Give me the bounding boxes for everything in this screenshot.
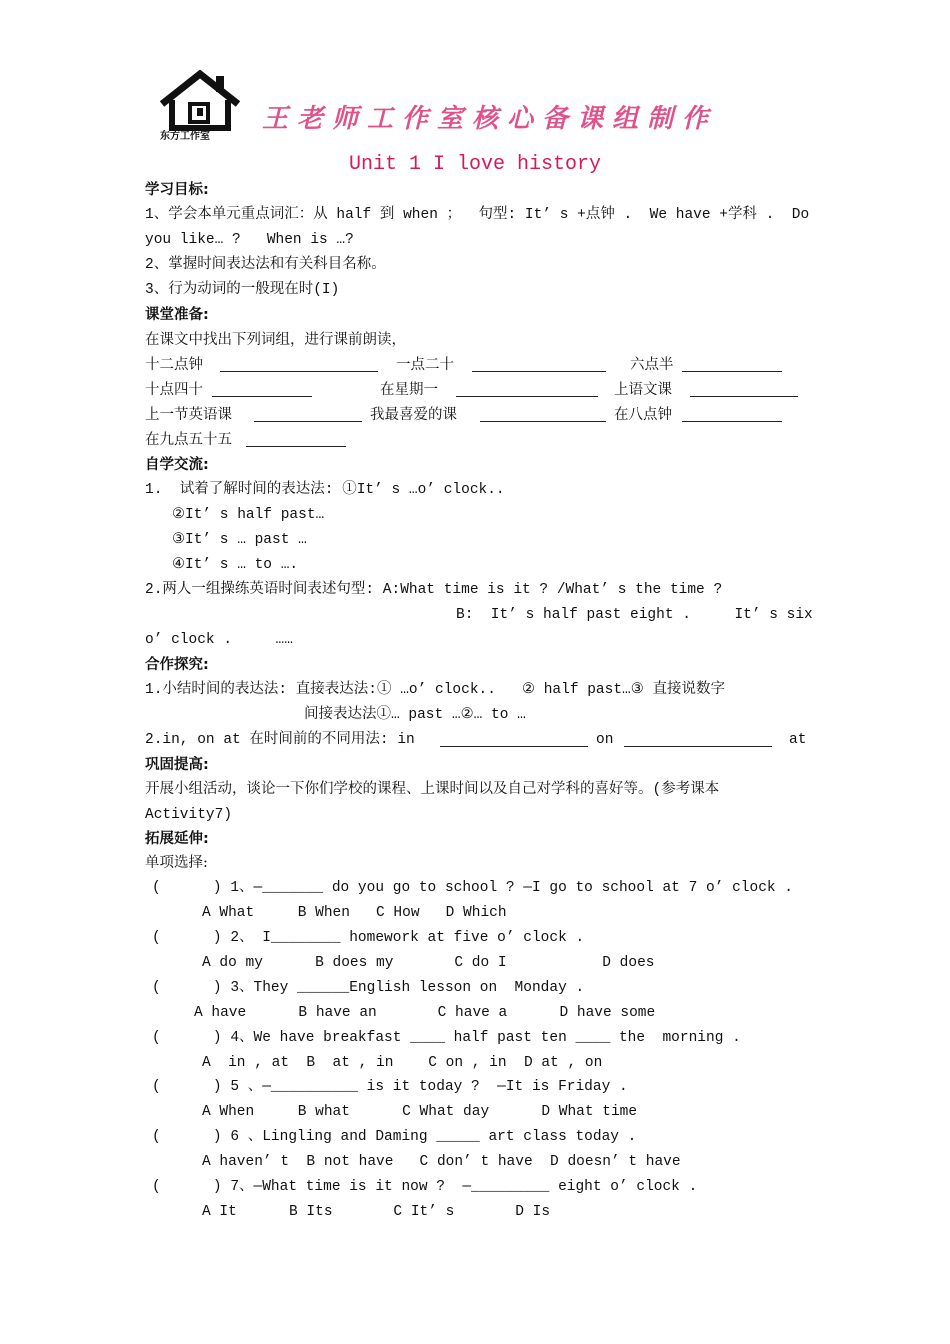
answer-blank[interactable] (440, 733, 588, 747)
cooperation-line: on (596, 732, 614, 748)
prep-phrase: 十点四十 (145, 382, 203, 398)
cooperation-line: 间接表达法①… past …②… to … (304, 707, 526, 723)
goal-line-1b: you like… ? When is …? (145, 232, 354, 248)
prep-phrase: 在八点钟 (614, 407, 672, 423)
section-heading-prep: 课堂准备: (145, 307, 209, 323)
answer-blank[interactable] (212, 383, 312, 397)
section-heading-cooperation: 合作探究: (145, 657, 209, 673)
question-options: A haven’ t B not have C don’ t have D doesn’ t have (202, 1154, 681, 1170)
question-options: A have B have an C have a D have some (194, 1005, 656, 1021)
logo-caption: 东方工作室 (160, 131, 210, 142)
answer-blank[interactable] (472, 358, 606, 372)
banner-title: 王老师工作室核心备课组制作 (262, 104, 718, 134)
prep-phrase: 十二点钟 (145, 357, 203, 373)
self-study-line: ④It’ s … to …. (172, 557, 299, 573)
question-options: A in , at B at , in C on , in D at , on (202, 1055, 603, 1071)
question-stem: ( ) 7、—What time is it now ? —_________ eight o’ clock . (152, 1179, 698, 1195)
question-stem: ( ) 4、We have breakfast ____ half past ten ____ the morning . (152, 1030, 741, 1046)
question-options: A When B what C What day D What time (202, 1104, 638, 1120)
question-stem: ( ) 5 、—__________ is it today ? —It is Friday . (152, 1079, 628, 1095)
answer-blank[interactable] (220, 358, 378, 372)
question-stem: ( ) 3、They ______English lesson on Monday . (152, 980, 585, 996)
prep-intro: 在课文中找出下列词组，进行课前朗读， (145, 332, 406, 348)
consolidation-line: Activity7) (145, 807, 233, 823)
self-study-line: o’ clock . …… (145, 632, 293, 648)
answer-blank[interactable] (456, 383, 598, 397)
answer-blank[interactable] (682, 408, 782, 422)
question-stem: ( ) 1、—_______ do you go to school ? —I go to school at 7 o’ clock . (152, 880, 794, 896)
cooperation-line: 2.in, on at 在时间前的不同用法: in (145, 732, 415, 748)
question-options: A What B When C How D Which (202, 905, 507, 921)
prep-phrase: 六点半 (630, 357, 674, 373)
question-options: A It B Its C It’ s D Is (202, 1204, 551, 1220)
goal-line-2: 2、掌握时间表达法和有关科目名称。 (145, 257, 386, 273)
prep-phrase: 在九点五十五 (145, 432, 232, 448)
prep-phrase: 一点二十 (396, 357, 454, 373)
prep-phrase: 我最喜爱的课 (370, 407, 457, 423)
question-options: A do my B does my C do I D does (202, 955, 655, 971)
answer-blank[interactable] (254, 408, 362, 422)
self-study-line: ②It’ s half past… (172, 507, 325, 523)
section-heading-extension: 拓展延伸: (145, 831, 209, 847)
self-study-line: 2.两人一组操练英语时间表述句型: A:What time is it ? /What’ s the time ? (145, 582, 723, 598)
self-study-line: 1. 试着了解时间的表达法: ①It’ s …o’ clock.. (145, 482, 505, 498)
section-heading-self-study: 自学交流: (145, 457, 209, 473)
question-stem: ( ) 2、 I________ homework at five o’ clock . (152, 930, 585, 946)
self-study-line: ③It’ s … past … (172, 532, 307, 548)
prep-phrase: 上语文课 (614, 382, 672, 398)
prep-phrase: 上一节英语课 (145, 407, 232, 423)
section-heading-goals: 学习目标: (145, 182, 209, 198)
answer-blank[interactable] (682, 358, 782, 372)
answer-blank[interactable] (480, 408, 606, 422)
page-title: Unit 1 I love history (348, 153, 602, 176)
goal-line-3: 3、行为动词的一般现在时(I) (145, 282, 340, 298)
goal-line-1a: 1、学会本单元重点词汇：从 half 到 when ； 句型: It’ s +点钟 . We have +学科 . Do (145, 207, 810, 223)
cooperation-line: 1.小结时间的表达法: 直接表达法:① …o’ clock.. ② half past…③ 直接说数字 (145, 682, 725, 698)
prep-phrase: 在星期一 (380, 382, 438, 398)
answer-blank[interactable] (246, 433, 346, 447)
section-heading-consolidation: 巩固提高: (145, 757, 209, 773)
question-stem: ( ) 6 、Lingling and Daming _____ art class today . (152, 1129, 637, 1145)
answer-blank[interactable] (624, 733, 772, 747)
extension-intro: 单项选择: (145, 855, 208, 871)
answer-blank[interactable] (690, 383, 798, 397)
self-study-line: B: It’ s half past eight . It’ s six (456, 607, 813, 623)
consolidation-line: 开展小组活动，谈论一下你们学校的课程、上课时间以及自己对学科的喜好等。(参考课本 (145, 782, 720, 798)
cooperation-line: at (789, 732, 807, 748)
